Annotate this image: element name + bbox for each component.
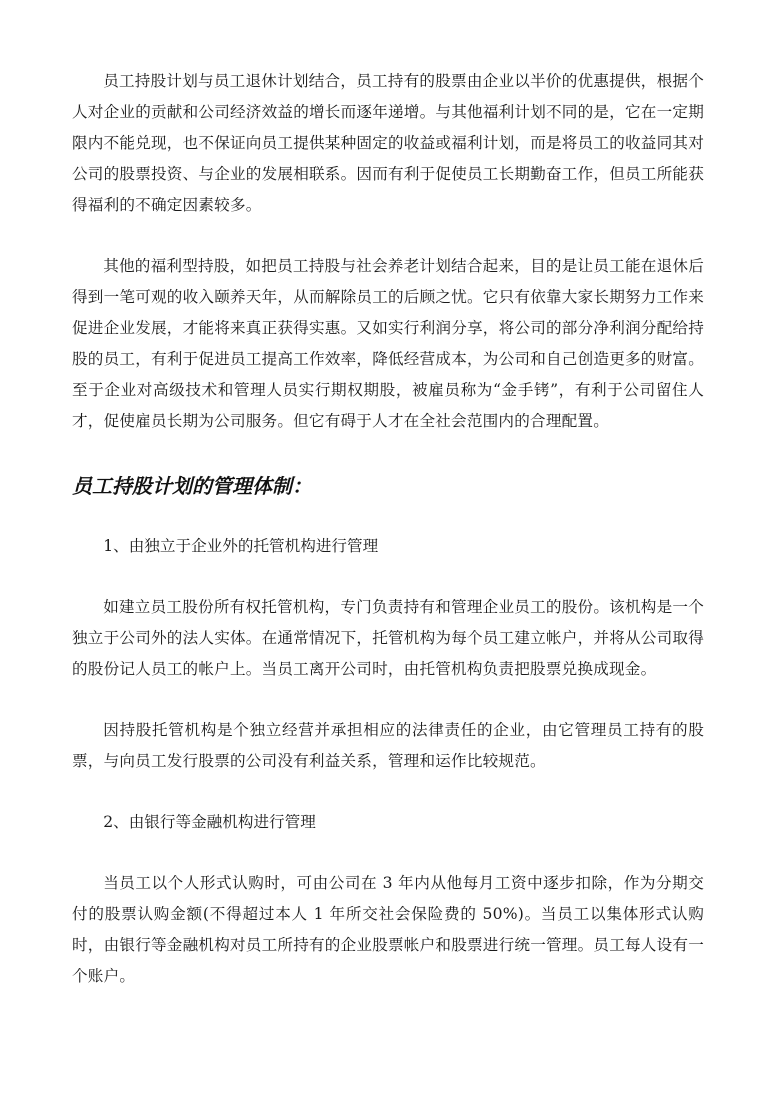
section1-title: 1、由独立于企业外的托管机构进行管理	[103, 537, 379, 555]
section2-paragraph-1: 当员工以个人形式认购时，可由公司在 3 年内从他每月工资中逐步扣除，作为分期交付的股票认购金额(不得超过本人 1 年所交社会保险费的 50%)。当员工以集体形式认购时，由银行等金融机构对员工所持有的企业股票帐户和股票进行统一管理。员工每人设有一个账户。	[72, 874, 704, 985]
paragraph-retirement-plan: 员工持股计划与员工退休计划结合，员工持有的股票由企业以半价的优惠提供，根据个人对企业的贡献和公司经济效益的增长而逐年递增。与其他福利计划不同的是，它在一定期限内不能兑现，也不保证向员工提供某种固定的收益或福利计划，而是将员工的收益同其对公司的股票投资、与企业的发展相联系。因而有利于促使员工长期勤奋工作，但员工所能获得福利的不确定因素较多。	[72, 72, 704, 214]
section2-title: 2、由银行等金融机构进行管理	[103, 813, 316, 831]
section-heading: 员工持股计划的管理体制：	[72, 474, 312, 498]
paragraph-welfare-shareholding: 其他的福利型持股，如把员工持股与社会养老计划结合起来，目的是让员工能在退休后得到一笔可观的收入颐养天年，从而解除员工的后顾之忧。它只有依靠大家长期努力工作来促进企业发展，才能将来真正获得实惠。又如实行利润分享，将公司的部分净利润分配给持股的员工，有利于促进员工提高工作效率，降低经营成本，为公司和自己创造更多的财富。至于企业对高级技术和管理人员实行期权期股，被雇员称为“金手铐”，有利于公司留住人才，促使雇员长期为公司服务。但它有碍于人才在全社会范围内的合理配置。	[72, 257, 704, 430]
document-page	[72, 66, 704, 992]
section1-paragraph-2: 因持股托管机构是个独立经营并承担相应的法律责任的企业，由它管理员工持有的股票，与向员工发行股票的公司没有利益关系，管理和运作比较规范。	[72, 721, 704, 770]
section1-paragraph-1: 如建立员工股份所有权托管机构，专门负责持有和管理企业员工的股份。该机构是一个独立于公司外的法人实体。在通常情况下，托管机构为每个员工建立帐户，并将从公司取得的股份记人员工的帐户上。当员工离开公司时，由托管机构负责把股票兑换成现金。	[72, 598, 704, 678]
